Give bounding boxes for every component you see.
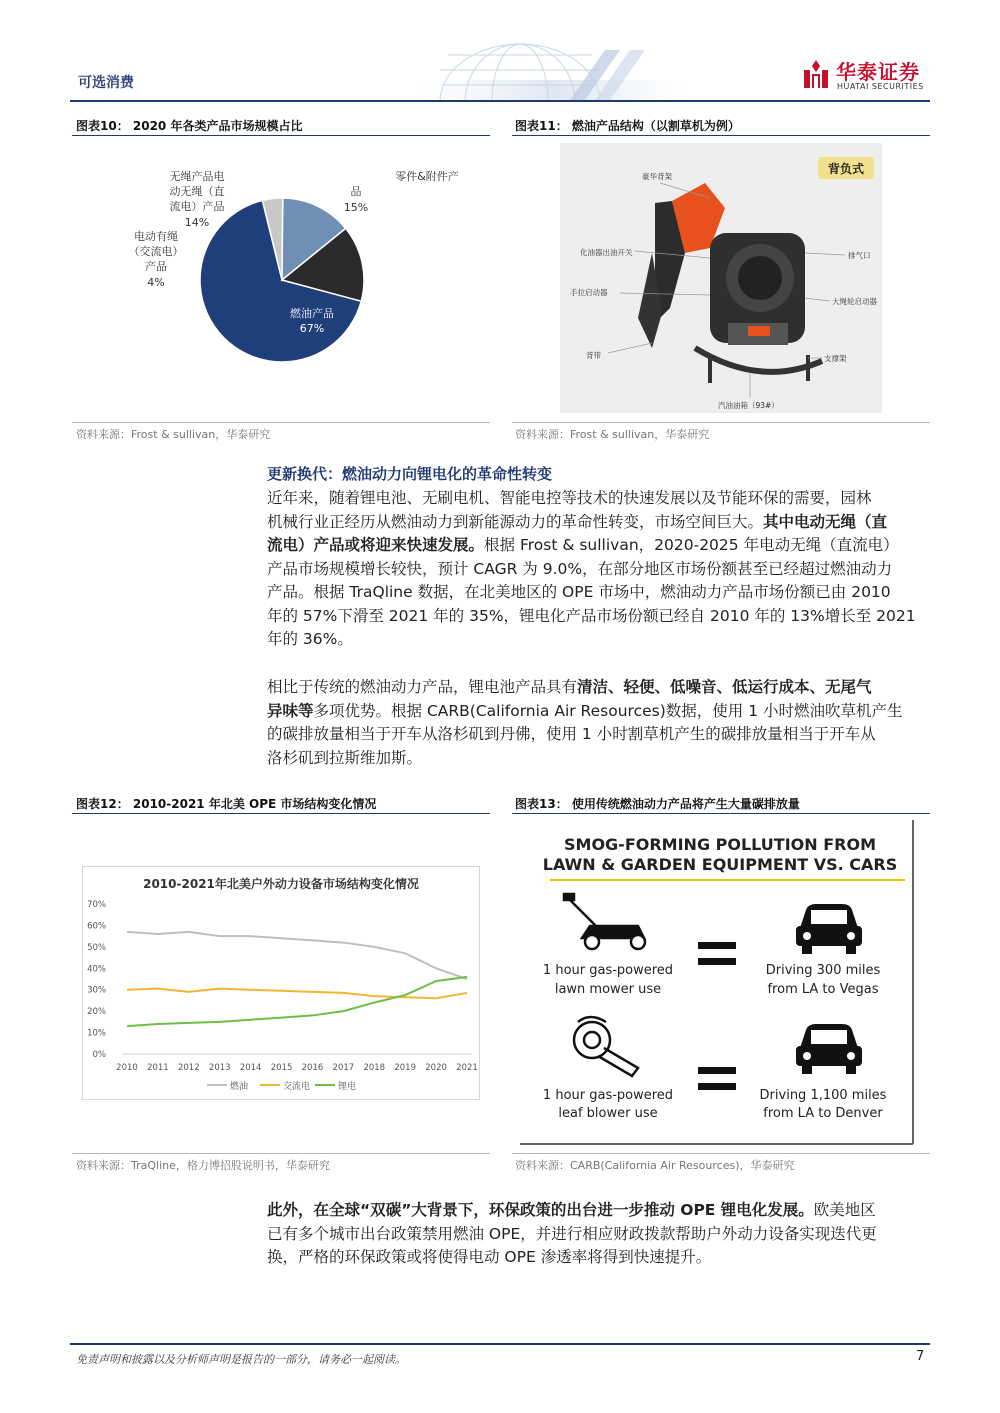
- equals-sign-1-lower: [698, 958, 736, 965]
- callout-rope-starter: 大绳轮启动器: [832, 297, 877, 306]
- legend-label: 锂电: [338, 1082, 357, 1092]
- callout-top-frame: 豪华背架: [642, 172, 672, 181]
- y-tick-label: 10%: [87, 1028, 106, 1039]
- pie-label-ac-3: 产品: [145, 260, 167, 273]
- pie-label-parts-2: 品: [350, 185, 362, 198]
- fig11-title-rule: [512, 135, 930, 136]
- y-tick-label: 50%: [87, 942, 106, 953]
- pie-label-dc-3: 流电）产品: [169, 200, 225, 213]
- x-tick-label: 2014: [239, 1063, 262, 1073]
- infographic-headline-1: SMOG-FORMING POLLUTION FROM: [564, 835, 876, 854]
- p1-line-6: 年的 57%下滑至 2021 年的 35%，锂电化产品市场份额已经自 2010 年的 13%增长至 2021: [267, 606, 916, 625]
- row2-left-line1: 1 hour gas-powered: [542, 1088, 674, 1103]
- pie-label-ac-1: 电动有绳: [134, 230, 178, 243]
- fig13-title: 图表13： 使用传统燃油动力产品将产生大量碳排放量: [515, 797, 800, 811]
- x-tick-label: 2020: [425, 1063, 447, 1073]
- row1-left-line2: lawn mower use: [554, 982, 662, 997]
- fig12-title-rule: [72, 813, 490, 814]
- pie-label-dc-1: 无绳产品电: [169, 170, 225, 183]
- y-tick-label: 20%: [87, 1007, 106, 1018]
- fig11-source-rule: [512, 422, 930, 423]
- pie-label-fuel: 燃油产品: [290, 307, 334, 320]
- x-tick-label: 2015: [270, 1063, 293, 1073]
- pie-label-parts-1: 零件&附件产: [395, 170, 459, 183]
- x-tick-label: 2012: [177, 1063, 200, 1073]
- footer-rule: [70, 1343, 930, 1345]
- x-tick-label: 2010: [116, 1063, 138, 1073]
- fig12-title: 图表12： 2010-2021 年北美 OPE 市场结构变化情况: [76, 797, 377, 811]
- fig13-infographic: [520, 820, 915, 1146]
- pie-label-dc-value: 14%: [184, 216, 210, 229]
- paragraph-1: [267, 487, 929, 652]
- x-tick-label: 2016: [301, 1063, 324, 1073]
- equals-sign-1: [698, 942, 736, 949]
- infographic-headline-2: LAWN & GARDEN EQUIPMENT VS. CARS: [542, 855, 898, 874]
- p3-line-3: 换，严格的环保政策或将使得电动 OPE 渗透率将得到快速提升。: [267, 1248, 712, 1266]
- fig11-backpack-brushcutter-image: [560, 143, 882, 413]
- fig11-source: 资料来源：Frost & sullivan，华泰研究: [515, 428, 710, 441]
- pie-label-dc-2: 动无绳（直: [169, 185, 225, 198]
- fig11-title: 图表11： 燃油产品结构（以割草机为例）: [515, 119, 740, 133]
- p2-line-2: 异味等多项优势。根据 CARB(California Air Resources)数据，使用 1 小时燃油吹草机产生: [267, 701, 903, 720]
- x-tick-label: 2013: [208, 1063, 231, 1073]
- header-globe-decoration: [420, 40, 690, 102]
- fig12-line-chart: [82, 866, 480, 1100]
- row2-right-line1: Driving 1,100 miles: [759, 1088, 887, 1103]
- pie-label-ac-value: 4%: [147, 276, 165, 289]
- fig13-source: 资料来源：CARB(California Air Resources)，华泰研究: [515, 1159, 795, 1172]
- pie-label-fuel-value: 67%: [299, 322, 325, 335]
- p2-line-3: 的碳排放量相当于开车从洛杉矶到丹佛，使用 1 小时割草机产生的碳排放量相当于开车从: [267, 725, 876, 743]
- fig13-title-rule: [512, 813, 930, 814]
- x-tick-label: 2018: [363, 1063, 386, 1073]
- line-chart-title: 2010-2021年北美户外动力设备市场结构变化情况: [143, 877, 419, 891]
- equals-sign-2: [698, 1067, 736, 1074]
- fig12-source-rule: [72, 1153, 490, 1154]
- x-tick-label: 2017: [332, 1063, 355, 1073]
- x-tick-label: 2019: [394, 1063, 417, 1073]
- fig13-source-rule: [512, 1153, 930, 1154]
- y-tick-label: 70%: [87, 900, 106, 910]
- row2-left-line2: leaf blower use: [558, 1106, 658, 1121]
- p1-line-4: 产品市场规模增长较快，预计 CAGR 为 9.0%，在部分地区市场份额甚至已经超过燃油动力: [267, 559, 893, 578]
- p1-line-3: 流电）产品或将迎来快速发展。根据 Frost & sullivan，2020-2025 年电动无绳（直流电）: [267, 536, 899, 554]
- row1-right-line2: from LA to Vegas: [767, 982, 879, 997]
- paragraph-3: [267, 1199, 929, 1270]
- callout-exhaust: 排气口: [848, 251, 871, 260]
- row1-right-line1: Driving 300 miles: [765, 963, 881, 978]
- section-title: 可选消费: [78, 75, 134, 91]
- y-tick-label: 30%: [87, 985, 106, 996]
- p3-line-2: 已有多个城市出台政策禁用燃油 OPE，并进行相应财政拨款帮助户外动力设备实现迭代更: [267, 1224, 877, 1243]
- huatai-logo-mark-icon: [800, 58, 832, 90]
- p2-line-4: 洛杉矶到拉斯维加斯。: [267, 748, 423, 767]
- page-number: 7: [916, 1349, 925, 1364]
- equals-sign-2-lower: [698, 1083, 736, 1090]
- callout-hand-starter: 手拉启动器: [570, 288, 608, 297]
- fig10-source-rule: [72, 422, 490, 423]
- p1-line-2: 机械行业正经历从燃油动力到新能源动力的革命性转变，市场空间巨大。其中电动无绳（直: [267, 512, 888, 531]
- fig10-pie-chart: [72, 140, 492, 420]
- legend-label: 交流电: [283, 1082, 311, 1092]
- subheading: 更新换代：燃油动力向锂电化的革命性转变: [267, 465, 553, 483]
- fig10-source: 资料来源：Frost & sullivan，华泰研究: [76, 428, 271, 441]
- y-tick-label: 0%: [92, 1050, 106, 1060]
- legend-label: 燃油: [230, 1082, 249, 1092]
- y-tick-label: 60%: [87, 921, 106, 932]
- x-tick-label: 2011: [147, 1063, 169, 1073]
- p3-line-1: 此外，在全球“双碳”大背景下，环保政策的出台进一步推动 OPE 锂电化发展。欧美地区: [267, 1201, 876, 1219]
- row2-right-line2: from LA to Denver: [763, 1106, 883, 1121]
- callout-tank: 汽油油箱（93#）: [718, 401, 779, 410]
- x-tick-label: 2021: [456, 1063, 478, 1073]
- p2-line-1: 相比于传统的燃油动力产品，锂电池产品具有清洁、轻便、低噪音、低运行成本、无尾气: [267, 678, 872, 696]
- callout-strap: 背带: [586, 351, 601, 360]
- paragraph-2: [267, 676, 929, 770]
- footer-disclaimer: 免责声明和披露以及分析师声明是报告的一部分，请务必一起阅读。: [76, 1353, 406, 1366]
- y-tick-label: 40%: [87, 964, 106, 975]
- fig10-title: 图表10： 2020 年各类产品市场规模占比: [76, 119, 303, 133]
- callout-stand: 支撑架: [824, 354, 847, 363]
- huatai-logo: [800, 56, 930, 96]
- fig12-source: 资料来源：TraQline，格力博招股说明书，华泰研究: [76, 1159, 330, 1172]
- p1-line-1: 近年来，随着锂电池、无刷电机、智能电控等技术的快速发展以及节能环保的需要，园林: [267, 489, 872, 507]
- callout-choke: 化油器出油开关: [580, 248, 633, 257]
- pie-label-ac-2: （交流电）: [128, 245, 184, 258]
- p1-line-5: 产品。根据 TraQline 数据，在北美地区的 OPE 市场中，燃油动力产品市场份额已由 2010: [267, 583, 891, 601]
- p1-line-7: 年的 36%。: [267, 630, 353, 648]
- fig11-badge: 背负式: [827, 162, 865, 176]
- logo-subtitle: HUATAI SECURITIES: [837, 82, 924, 91]
- fig10-title-rule: [72, 135, 490, 136]
- row1-left-line1: 1 hour gas-powered: [542, 963, 674, 978]
- pie-label-parts-value: 15%: [343, 201, 369, 214]
- logo-name: 华泰证券: [836, 60, 920, 84]
- header-rule: [70, 100, 930, 102]
